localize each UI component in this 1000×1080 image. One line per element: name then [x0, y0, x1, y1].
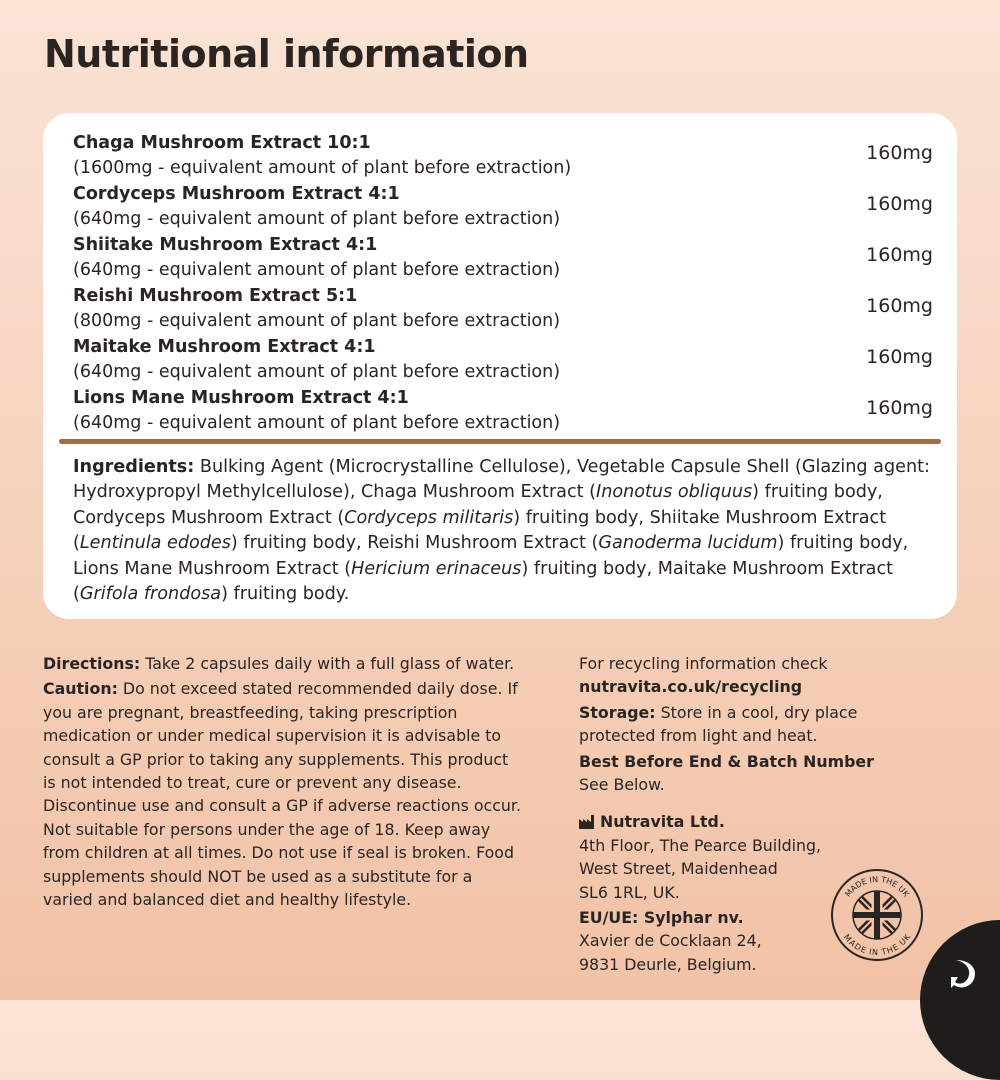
- storage-label: Storage:: [579, 702, 656, 722]
- latin-name: Ganoderma lucidum: [598, 533, 778, 554]
- ingredients-part: ) fruiting body.: [221, 584, 350, 605]
- latin-name: Hericium erinaceus: [351, 558, 522, 579]
- directions-label: Directions:: [43, 654, 141, 673]
- nutrient-name: Reishi Mushroom Extract 5:1: [73, 286, 358, 306]
- storage-body: Store in a cool, dry place protected from light and heat.: [579, 702, 858, 746]
- recycling-link[interactable]: nutravita.co.uk/recycling: [579, 677, 803, 697]
- nutrient-amount: 160mg: [866, 397, 933, 419]
- nutrition-list: [73, 131, 933, 437]
- nutrient-equivalent: (800mg - equivalent amount of plant before extraction): [73, 311, 561, 331]
- turn-arrow-icon[interactable]: [950, 958, 980, 992]
- address-line: Xavier de Cocklaan 24,: [579, 931, 762, 951]
- nutrient-name: Cordyceps Mushroom Extract 4:1: [73, 184, 400, 204]
- address-line: West Street, Maidenhead: [579, 859, 778, 879]
- nutrient-equivalent: (640mg - equivalent amount of plant before extraction): [73, 209, 561, 229]
- nutrient-amount: 160mg: [866, 346, 933, 368]
- nutrition-row: [73, 284, 933, 335]
- nutrient-name: Chaga Mushroom Extract 10:1: [73, 133, 371, 153]
- nutrient-equivalent: (1600mg - equivalent amount of plant before extraction): [73, 158, 572, 178]
- ingredients-part: ) fruiting body, Reishi Mushroom Extract (: [230, 533, 599, 554]
- nutrient-amount: 160mg: [866, 193, 933, 215]
- section-divider: [59, 439, 941, 444]
- latin-name: Cordyceps militaris: [344, 507, 514, 528]
- ingredients-part: ) fruiting body, Lions Mane Mushroom Extract (: [73, 533, 909, 579]
- nutrition-row: [73, 182, 933, 233]
- ingredients-text: [73, 455, 943, 607]
- ingredients-part: ) fruiting body, Shiitake Mushroom Extract (: [73, 507, 887, 554]
- made-in-uk-badge: [830, 868, 924, 962]
- best-before-label: Best Before End & Batch Number: [579, 751, 874, 771]
- corner-tab[interactable]: [920, 920, 1000, 1080]
- nutrient-amount: 160mg: [866, 295, 933, 317]
- manufacturer-line: [579, 810, 899, 833]
- directions-body: Take 2 capsules daily with a full glass of water.: [140, 654, 515, 673]
- nutrient-amount: 160mg: [866, 244, 933, 266]
- page-title: Nutritional information: [44, 32, 529, 76]
- eu-rep-label: EU/UE: Sylphar nv.: [579, 908, 744, 928]
- nutrition-card: [43, 113, 957, 619]
- nutrient-name: Lions Mane Mushroom Extract 4:1: [73, 388, 409, 408]
- nutrient-equivalent: (640mg - equivalent amount of plant before extraction): [73, 413, 561, 433]
- address-line: 9831 Deurle, Belgium.: [579, 954, 757, 974]
- caution-label: Caution:: [43, 679, 118, 699]
- nutrient-amount: 160mg: [866, 142, 933, 164]
- badge-text-bottom: MADE IN THE UK: [841, 932, 913, 958]
- address-line: SL6 1RL, UK.: [579, 882, 680, 902]
- ingredients-label: Ingredients:: [73, 457, 195, 477]
- ingredients-part: ) fruiting body, Maitake Mushroom Extract (: [73, 558, 894, 605]
- nutrition-row: [73, 233, 933, 284]
- caution-body: Do not exceed stated recommended daily dose. If you are pregnant, breastfeeding, taking prescription medication or under medical supervision it is advisable to consult a GP prior to taking any supplements. This product is not intended to treat, cure or prevent any disease. Discontinue use and consult a GP if adverse reactions occur. Not suitable for persons under the age of 18. Keep away from children at all times. Do not use if seal is broken. Food supplements should NOT be used as a substitute for a varied and balanced diet and healthy lifestyle.: [43, 679, 521, 910]
- nutrition-row: [73, 131, 933, 182]
- nutrition-row: [73, 386, 933, 437]
- caution-text: [43, 677, 523, 911]
- address-line: 4th Floor, The Pearce Building,: [579, 835, 822, 855]
- best-before-text: See Below.: [579, 775, 665, 795]
- nutrient-equivalent: (640mg - equivalent amount of plant before extraction): [73, 362, 561, 382]
- ingredients-part: ) fruiting body, Cordyceps Mushroom Extract (: [73, 482, 883, 528]
- nutrient-name: Maitake Mushroom Extract 4:1: [73, 337, 376, 357]
- latin-name: Grifola frondosa: [79, 584, 222, 605]
- recycling-text: For recycling information check: [579, 654, 828, 673]
- badge-text-top: MADE IN THE UK: [843, 874, 911, 899]
- nutrient-equivalent: (640mg - equivalent amount of plant before extraction): [73, 260, 561, 280]
- directions-column: [43, 652, 523, 913]
- nutrient-name: Shiitake Mushroom Extract 4:1: [73, 235, 378, 255]
- ingredients-part: Bulking Agent (Microcrystalline Cellulose), Vegetable Capsule Shell (Glazing agent: Hydroxypropyl Methylcellulose), Chaga Mushroom Extract (: [73, 457, 930, 503]
- union-jack-icon: [850, 888, 904, 942]
- factory-icon: [579, 815, 594, 829]
- nutrition-row: [73, 335, 933, 386]
- latin-name: Lentinula edodes: [79, 533, 231, 554]
- manufacturer-name: Nutravita Ltd.: [600, 812, 725, 832]
- directions-text: [43, 652, 523, 675]
- storage-text: [579, 701, 899, 748]
- latin-name: Inonotus obliquus: [596, 482, 753, 503]
